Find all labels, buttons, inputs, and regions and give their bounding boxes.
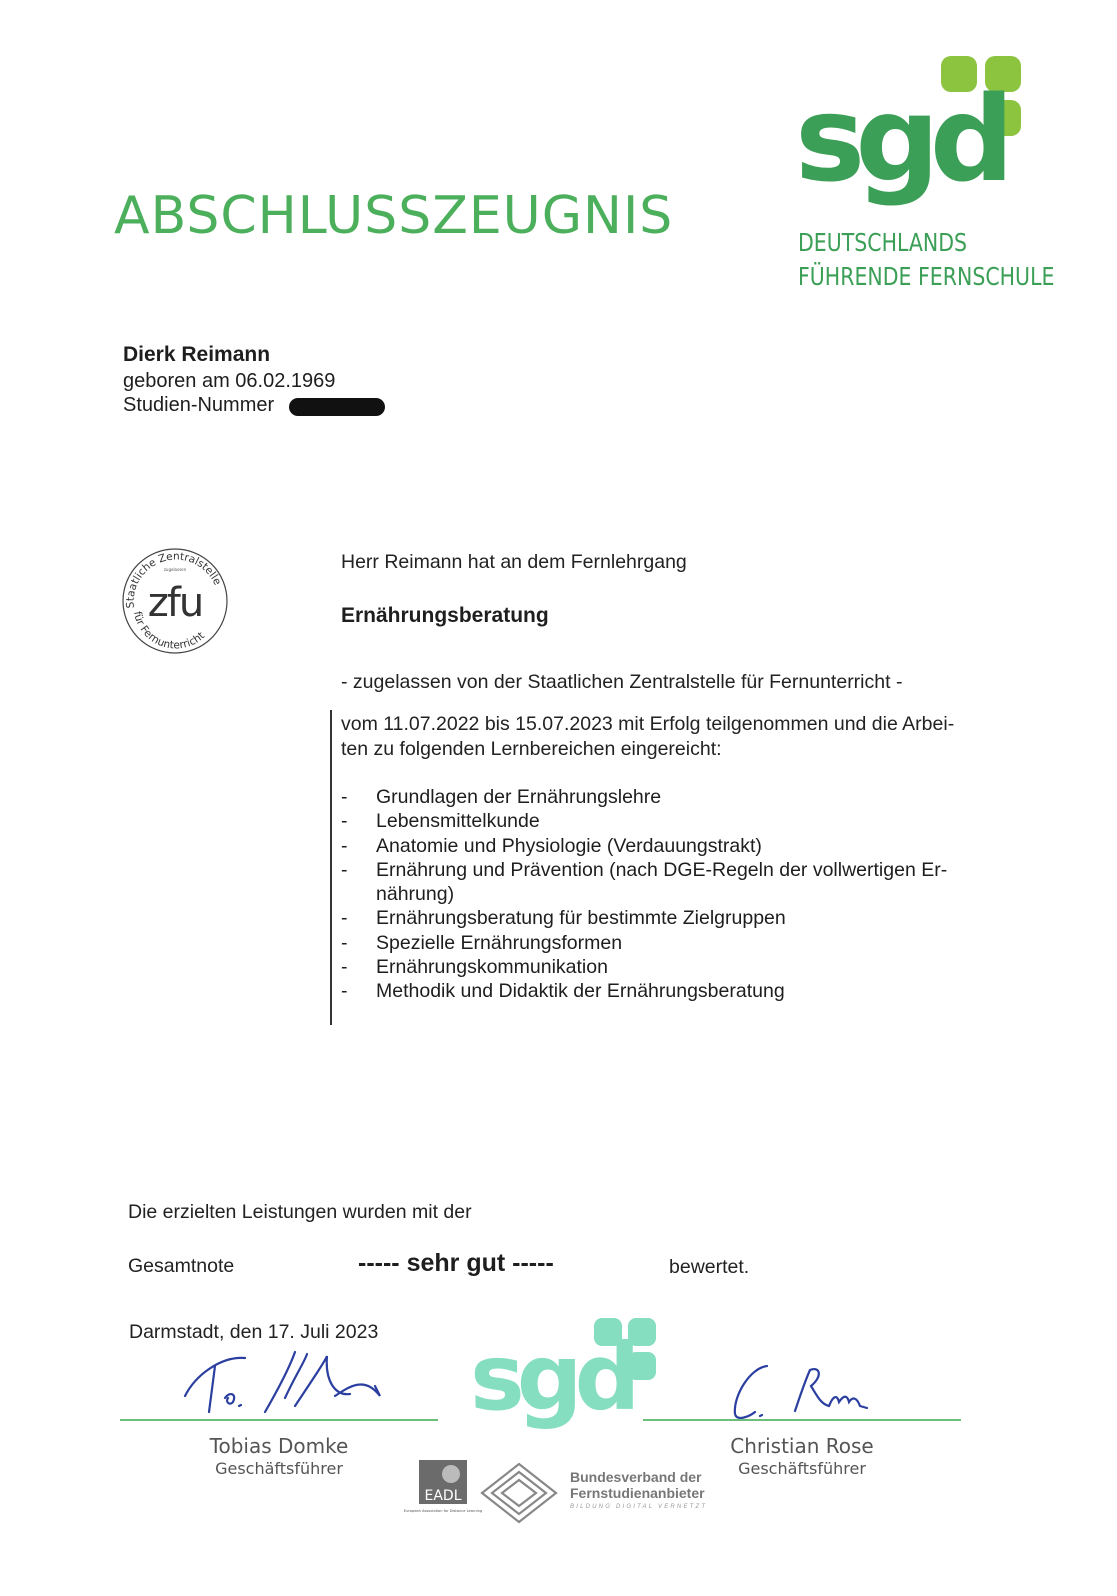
list-item: - Lebensmittelkunde [341, 810, 540, 833]
course-duration [341, 712, 1021, 762]
list-item: - Grundlagen der Ernährungslehre [341, 786, 662, 808]
signer-name: Christian Rose [730, 1434, 874, 1458]
learning-areas-list [341, 785, 1011, 1004]
grade-value: ----- sehr gut ----- [358, 1249, 554, 1277]
eadl-subtext: European Association for Distance Learning [403, 1509, 483, 1513]
seal-small-text: zugelassen [163, 567, 187, 572]
duration-line-2: ten zu folgenden Lernbereichen eingereicht: [341, 738, 722, 760]
bundesverband-slogan: BILDUNG DIGITAL VERNETZT [570, 1504, 708, 1510]
redaction-bar [289, 398, 385, 416]
bundesverband-line-2: Fernstudienanbieter [570, 1485, 705, 1501]
signer-role: Geschäftsführer [215, 1459, 343, 1478]
list-item: - Ernährungskommunikation [341, 956, 608, 979]
place-date: Darmstadt, den 17. Juli 2023 [129, 1321, 379, 1343]
zfu-seal [120, 546, 230, 656]
signature-line-right [643, 1419, 961, 1421]
list-item: - Anatomie und Physiologie (Verdauungstrakt) [341, 834, 762, 857]
list-item: - Methodik und Didaktik der Ernährungsberatung [341, 980, 785, 1003]
signature-left [175, 1336, 395, 1420]
signer-role: Geschäftsführer [738, 1459, 866, 1478]
grade-suffix: bewertet. [669, 1256, 750, 1278]
duration-line-1: vom 11.07.2022 bis 15.07.2023 mit Erfolg teilgenommen und die Arbei- [341, 713, 955, 735]
grade-intro: Die erzielten Leistungen wurden mit der [128, 1201, 472, 1223]
seal-bottom-text: für Fernunterricht [131, 610, 207, 652]
list-item: - Ernährungsberatung für bestimmte Zielgruppen [341, 907, 786, 930]
list-item: - Ernährung und Prävention (nach DGE-Regeln der vollwertigen Er- nährung) [341, 858, 948, 906]
logo-wordmark: sgd [795, 70, 1005, 208]
bundesverband-icon [476, 1460, 562, 1526]
stamp-wordmark: sgd [470, 1324, 633, 1431]
course-intro: Herr Reimann hat an dem Fernlehrgang [341, 551, 687, 573]
course-approval: - zugelassen von der Staatlichen Zentralstelle für Fernunterricht - [341, 671, 903, 693]
grade-label: Gesamtnote [128, 1255, 235, 1277]
student-birthdate: geboren am 06.02.1969 [123, 370, 336, 392]
logo-tagline-2: FÜHRENDE FERNSCHULE [798, 262, 1055, 291]
signature-line-left [120, 1419, 438, 1421]
list-item: - Spezielle Ernährungsformen [341, 931, 623, 954]
sgd-stamp [470, 1314, 665, 1449]
certificate-title: ABSCHLUSSZEUGNIS [114, 186, 674, 246]
student-id-label: Studien-Nummer [123, 394, 275, 416]
eadl-logo [403, 1460, 483, 1526]
course-name: Ernährungsberatung [341, 604, 549, 627]
bundesverband-line-1: Bundesverband der [570, 1469, 702, 1485]
sgd-logo [795, 52, 1055, 302]
seal-top-text: Staatliche Zentralstelle [124, 550, 224, 609]
eadl-text: EADL [424, 1488, 462, 1504]
signature-right [725, 1356, 875, 1426]
student-name: Dierk Reimann [123, 343, 271, 366]
seal-center-text: zfu [147, 580, 203, 626]
logo-tagline-1: DEUTSCHLANDS [798, 228, 968, 257]
margin-line [330, 710, 332, 1025]
signer-name: Tobias Domke [209, 1434, 349, 1458]
